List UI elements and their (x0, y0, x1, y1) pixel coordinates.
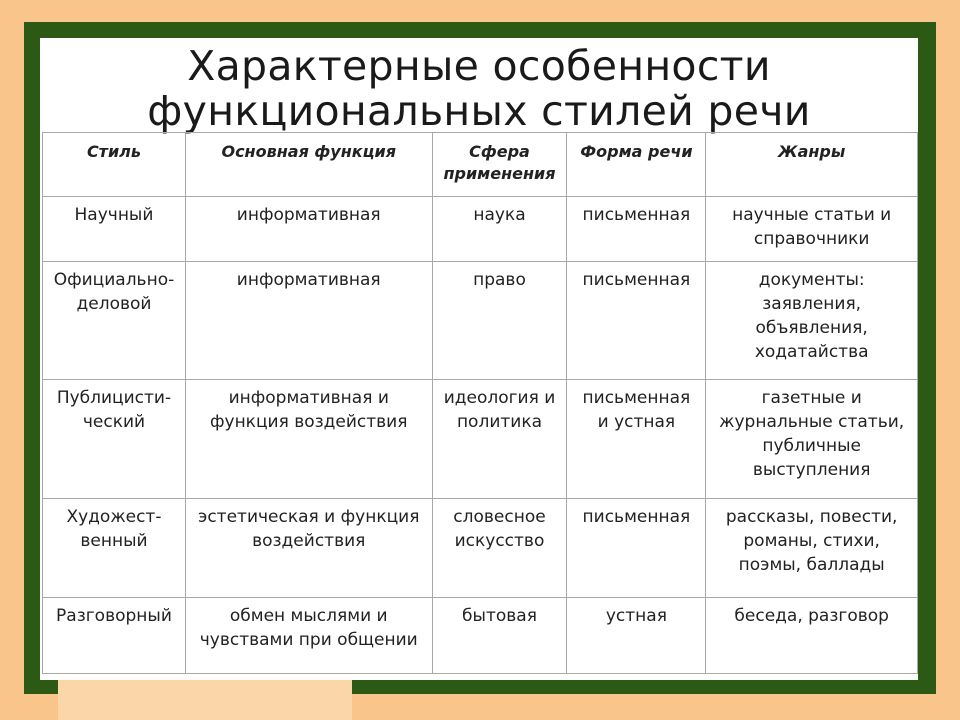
header-style: Стиль (43, 133, 186, 197)
cell-genres: документы: заявления, объявления, ходатайства (706, 262, 918, 380)
cell-sphere: идеология и политика (432, 380, 567, 499)
header-main-function: Основная функция (185, 133, 432, 197)
styles-table-container (42, 132, 918, 674)
cell-genres: научные статьи и справочники (706, 197, 918, 262)
cell-function: информативная и функция воздействия (185, 380, 432, 499)
table-row (43, 262, 918, 380)
styles-table (42, 132, 918, 674)
cell-style: Официально- деловой (43, 262, 186, 380)
header-speech-form: Форма речи (567, 133, 706, 197)
cell-genres: беседа, разговор (706, 598, 918, 674)
cell-genres: газетные и журнальные статьи, публичные выступления (706, 380, 918, 499)
cell-style: Публицисти- ческий (43, 380, 186, 499)
cell-form: письменная (567, 499, 706, 598)
slide-paper (40, 38, 918, 680)
cell-sphere: наука (432, 197, 567, 262)
table-row (43, 499, 918, 598)
title-line-2: функциональных стилей речи (147, 87, 811, 135)
slide-title (40, 44, 918, 134)
header-genres: Жанры (706, 133, 918, 197)
cell-sphere: словесное искусство (432, 499, 567, 598)
title-line-1: Характерные особенности (187, 42, 771, 90)
bottom-tab-strip (58, 680, 352, 720)
cell-genres: рассказы, повести, романы, стихи, поэмы, баллады (706, 499, 918, 598)
cell-style: Научный (43, 197, 186, 262)
cell-form: письменная и устная (567, 380, 706, 499)
cell-sphere: право (432, 262, 567, 380)
cell-style: Разговорный (43, 598, 186, 674)
header-sphere: Сфера применения (432, 133, 567, 197)
header-row (43, 133, 918, 197)
table-row (43, 197, 918, 262)
table-row (43, 380, 918, 499)
cell-function: обмен мыслями и чувствами при общении (185, 598, 432, 674)
table-row (43, 598, 918, 674)
cell-form: письменная (567, 197, 706, 262)
cell-function: информативная (185, 262, 432, 380)
cell-form: устная (567, 598, 706, 674)
cell-function: эстетическая и функция воздействия (185, 499, 432, 598)
cell-style: Художест- венный (43, 499, 186, 598)
cell-form: письменная (567, 262, 706, 380)
cell-sphere: бытовая (432, 598, 567, 674)
cell-function: информативная (185, 197, 432, 262)
